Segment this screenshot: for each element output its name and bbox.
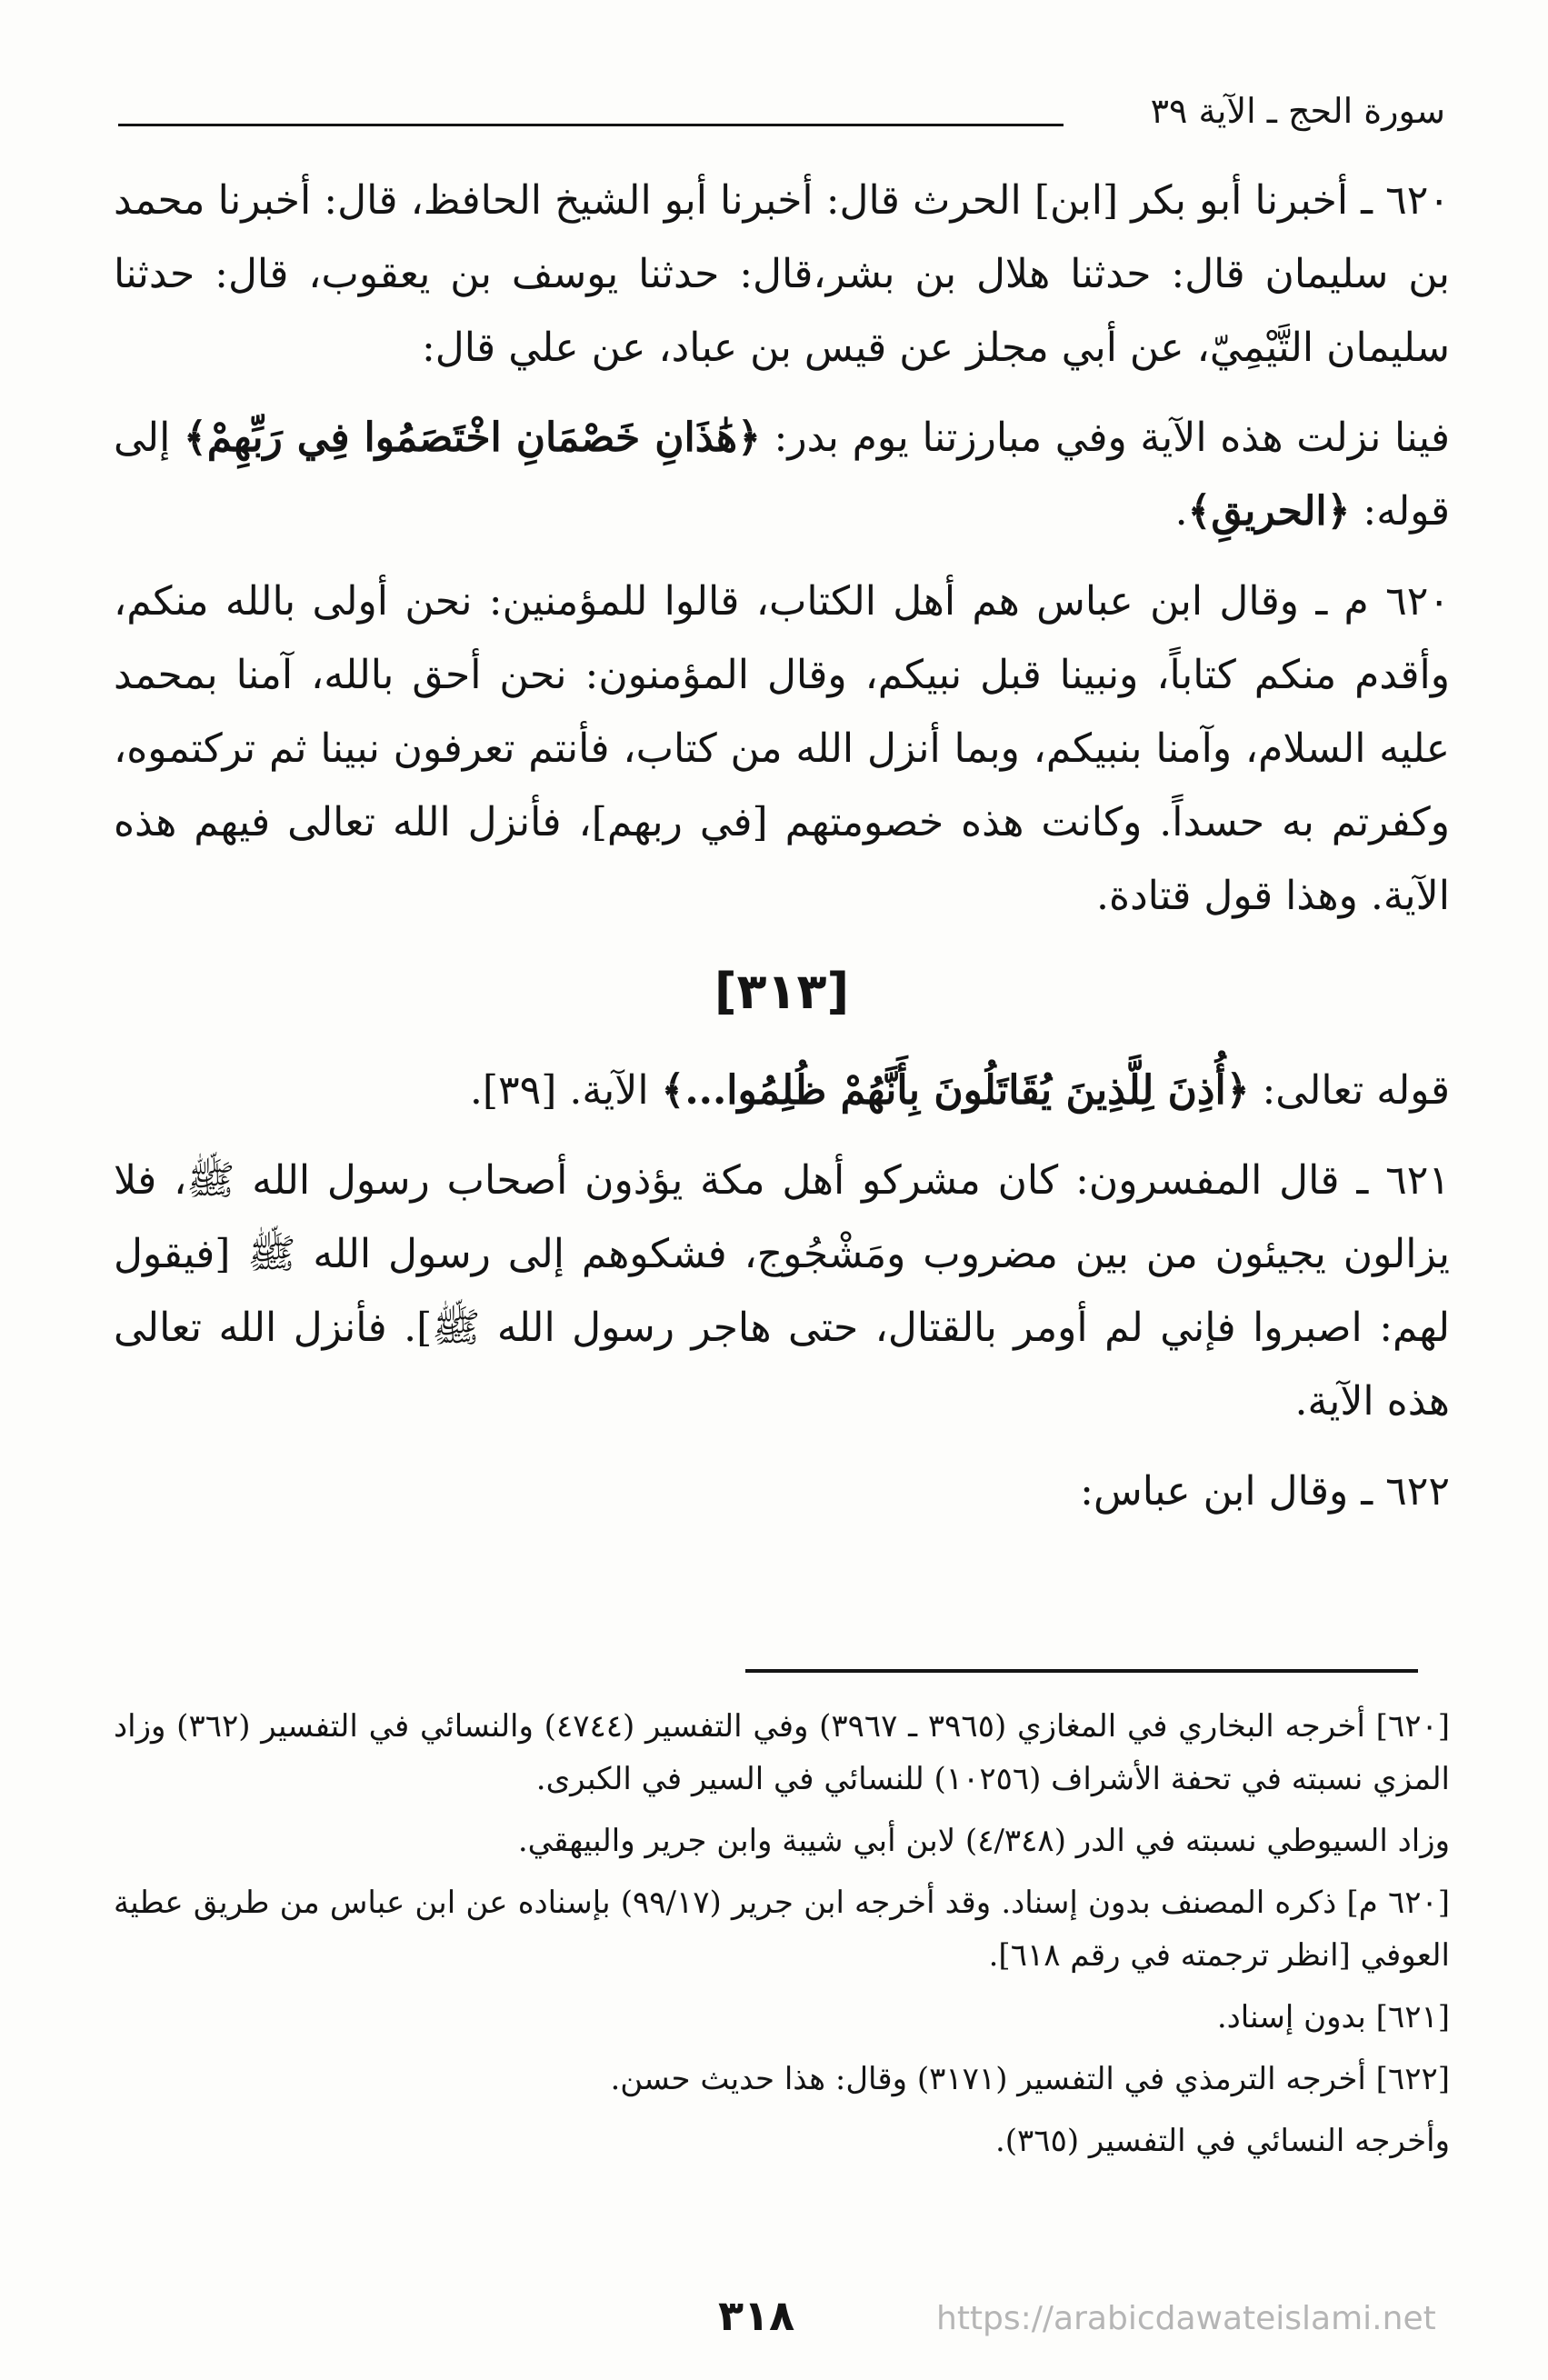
page-number: ٣١٨	[718, 2291, 795, 2340]
paragraph-620-quote-mid: إلى قوله:	[114, 415, 1450, 535]
watermark-url: https://arabicdawateislami.net	[936, 2300, 1436, 2337]
paragraph-622: ٦٢٢ ـ وقال ابن عباس:	[1080, 1468, 1450, 1515]
verse-end: الآية. [٣٩].	[469, 1067, 662, 1114]
footnote-622: [٦٢٢] أخرجه الترمذي في التفسير (٣١٧١) وقال: هذا حديث حسن.	[610, 2061, 1450, 2097]
header-rule	[118, 124, 1064, 126]
paragraph-620-quote	[114, 401, 1450, 548]
footnote-separator	[745, 1669, 1418, 1673]
footnotes	[114, 1700, 1450, 2176]
paragraph-620m: ٦٢٠ م ـ وقال ابن عباس هم أهل الكتاب، قالوا للمؤمنين: نحن أولى بالله منكم، وأقدم منكم كتاباً، ونبينا قبل نبيكم، وقال المؤمنون: نحن أحق بالله، آمنا بمحمد عليه السلام، وآمنا بنبيكم، وبما أنزل الله من كتاب، فأنتم تعرفون نبينا ثم تركتموه، وكفرتم به حسداً. وكانت هذه خصومتهم [في ربهم]، فأنزل الله تعالى فيهم هذه الآية. وهذا قول قتادة.	[114, 578, 1450, 919]
paragraph-621: ٦٢١ ـ قال المفسرون: كان مشركو أهل مكة يؤذون أصحاب رسول الله ﷺ، فلا يزالون يجيئون من بين مضروب ومَشْجُوج، فشكوهم إلى رسول الله ﷺ [فيقول لهم: اصبروا فإني لم أومر بالقتال، حتى هاجر رسول الله ﷺ]. فأنزل الله تعالى هذه الآية.	[114, 1157, 1450, 1425]
footnote-621: [٦٢١] بدون إسناد.	[1216, 1999, 1450, 2035]
paragraph-620-quote-intro: فينا نزلت هذه الآية وفي مبارزتنا يوم بدر:	[760, 415, 1451, 461]
verse-heading	[114, 1054, 1450, 1127]
verse-quran: ﴿أُذِنَ لِلَّذِينَ يُقَاتَلُونَ بِأَنَّهُمْ ظُلِمُوا...﴾	[661, 1067, 1250, 1114]
running-header	[118, 91, 1445, 145]
footnote-622-extra: وأخرجه النسائي في التفسير (٣٦٥).	[994, 2123, 1450, 2159]
section-number: [٣١٣]	[714, 963, 850, 1020]
header-title: سورة الحج ـ الآية ٣٩	[1150, 91, 1445, 131]
paragraph-620-quote-end: .	[1174, 488, 1188, 535]
footnote-620: [٦٢٠] أخرجه البخاري في المغازي (٣٩٦٥ ـ ٣٩٦٧) وفي التفسير (٤٧٤٤) والنسائي في التفسير (٣٦٢) وزاد المزي نسبته في تحفة الأشراف (١٠٢٥٦) للنسائي في السير في الكبرى.	[114, 1708, 1451, 1797]
quran-verse-2: ﴿الحريقِ﴾	[1187, 488, 1351, 535]
footnote-620m: [٦٢٠ م] ذكره المصنف بدون إسناد. وقد أخرجه ابن جرير (٩٩/١٧) بإسناده عن ابن عباس من طريق عطية العوفي [انظر ترجمته في رقم ٦١٨].	[114, 1885, 1451, 1974]
footnote-620-extra: وزاد السيوطي نسبته في الدر (٤/٣٤٨) لابن أبي شيبة وابن جرير والبيهقي.	[517, 1823, 1450, 1859]
main-text	[114, 164, 1450, 1545]
paragraph-620: ٦٢٠ ـ أخبرنا أبو بكر [ابن] الحرث قال: أخبرنا أبو الشيخ الحافظ، قال: أخبرنا محمد بن سليمان قال: حدثنا هلال بن بشر،قال: حدثنا يوسف بن يعقوب، قال: حدثنا سليمان التَّيْمِيّ، عن أبي مجلز عن قيس بن عباد، عن علي قال:	[114, 177, 1450, 371]
quran-verse-1: ﴿هَٰذَانِ خَصْمَانِ اخْتَصَمُوا فِي رَبِّهِمْ﴾	[183, 415, 761, 461]
verse-intro: قوله تعالى:	[1249, 1067, 1450, 1114]
